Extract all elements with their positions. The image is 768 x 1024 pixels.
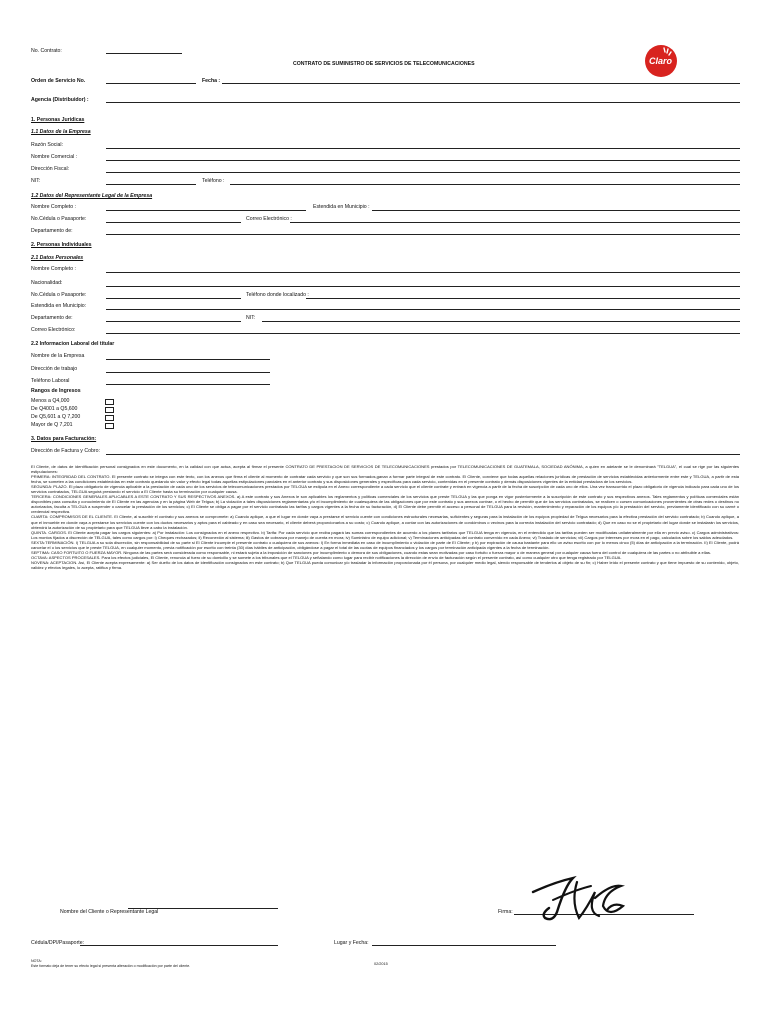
nit-field[interactable]	[106, 184, 196, 185]
ind-telefono-label: Teléfono donde localizado :	[246, 292, 309, 298]
ind-nacionalidad-label: Nacionalidad:	[31, 280, 63, 286]
clause-primera: PRIMERA: INTEGRIDAD DEL CONTRATO. El presente contrato se integra con este texto, con los anexos que firma el cliente al momento de contratar cada servicio y que son sus formados,ganan a formar parte integral de este contrato. El Cliente, conviene que todas aquellas relaciones jurídicas de prestación de servicios establecidas anteriormente entre este y TELGUA, a partir de esta fecha, se someten a las condiciones establecidas en este contrato quedando sin valor y efecto legal todas aquellas estipulaciones parciales en el anterior contrato y sus disposiciones generales y específicas para cada servicio, contenidas en el presente contrato y demás disposiciones vigentes de la entidad prestadora de los servicios.	[31, 474, 739, 485]
nota-title: NOTA:	[31, 959, 42, 963]
rep-estendida-label: Estendida en Municipio :	[313, 204, 370, 210]
agencia-label: Agencia (Distribuidor) :	[31, 97, 89, 103]
rep-correo-label: Correo Electrónico :	[246, 216, 292, 222]
ind-nacionalidad-field[interactable]	[106, 286, 740, 287]
orden-field[interactable]	[106, 83, 196, 84]
claro-logo	[644, 44, 678, 78]
ind-departamento-label: Departamento de:	[31, 315, 73, 321]
rango-3-checkbox[interactable]	[105, 415, 114, 421]
no-contrato-label: No. Contrato:	[31, 48, 62, 54]
sec2-sub2: 2.2 Informacion Laboral del titular	[31, 341, 115, 347]
sec3-title: 3. Datos para Facturación:	[31, 436, 97, 442]
rep-cedula-field[interactable]	[106, 222, 241, 223]
sec1-sub2: 1.2 Datos del Representante Legal de la Empresa	[31, 193, 153, 199]
rango-1-label: Menos a Q4,000	[31, 398, 70, 404]
clause-quinta: QUINTA. CARGOS. El Cliente acepta pagar los cargos siguientes: a) Por instalación: Los consignados en el anexo respectivo. b) Tarifa: Por cada servicio que reciba pagará las sumas correspondientes de acuerdo a los planes tarifarios que TELGUA tenga en vigencia, en el entendido que las tarifas pueden ser modificadas unilateralmente por ella en previo aviso. c) Cargos administrativos: Los montos fijados a discreción de TELGUA, tales como cargos por: i) Cheques rechazados; ii) Reconexión al sistema; iii) Gastos de cobranza por manejo de cuenta en mora; iv) Suministro de equipo adicional; v) Terminaciones anticipadas del contrato convenido en cada Anexo; vi) Traslado de servicios; vii) Cargos por intereses por mora en el pago, calculados sobre los saldos adeudados.	[31, 529, 739, 540]
contract-clauses	[31, 464, 739, 570]
rep-cedula-label: No.Cédula o Pasaporte:	[31, 216, 87, 222]
nombre-cliente-label: Nombre del Cliente o Representante Legal	[60, 909, 159, 915]
clause-segunda: SEGUNDA: PLAZO. El plazo obligatorio de vigencia aplicable a la prestación de cada uno de los servicios de telecomunicaciones prestados por TELGUA se estipula en el Anexo correspondiente a cada servicio que el cliente contrate y entrará en vigencia a partir de la fecha de suscripción de cada uno de ellos. Una vez transcurrido el plazo obligatorio de vigencia indicado para cada uno de los servicios contratados, TELGUA seguirá prestando el servicio a El Cliente hasta su terminación por cualquier causa.	[31, 484, 739, 495]
nombre-comercial-label: Nombre Comercial :	[31, 154, 78, 160]
razon-field[interactable]	[106, 148, 740, 149]
razon-label: Razón Social:	[31, 142, 64, 148]
rep-estendida-field[interactable]	[372, 210, 740, 211]
lugar-fecha-line[interactable]	[372, 945, 556, 946]
rangos-title: Rangos de Ingresos	[31, 388, 81, 394]
direccion-trabajo-label: Dirección de trabajo	[31, 366, 78, 372]
rango-3-label: De Q5,601 a Q 7,200	[31, 414, 81, 420]
signature-image	[525, 872, 635, 927]
telefono-laboral-label: Teléfono Laboral	[31, 378, 70, 384]
nota-text: Este formato deja de tener su efecto legal si presenta alteración o modificación por parte del cliente.	[31, 964, 191, 968]
ind-nombre-label: Nombre Completo :	[31, 266, 76, 272]
empresa-field[interactable]	[106, 359, 270, 360]
ind-departamento-field[interactable]	[106, 321, 241, 322]
ind-estendida-field[interactable]	[106, 309, 740, 310]
claro-logo-text: Claro	[649, 56, 673, 66]
ind-cedula-field[interactable]	[106, 298, 241, 299]
clause-sexta: SEXTA:TERMINACIÓN. I) TELGUA a su sola discreción, sin responsabilidad de su parte si El Cliente incumple el presente contrato o cualquiera de sus anexos: I) En forma inmediata en caso de incumplimiento o violación de parte de El Cliente; y b) por expiración de causa bastante para ello un aviso escrito con por lo menos cinco (5) días de anticipación a la terminación. II) El Cliente, podrá cancelar el o los servicios que le preste TELGUA, en cualquier momento, previa notificación por escrito con treinta (30) días hábiles de anticipación, obligándose a pagar el total de las cuotas de equipos financiados y los cargos por terminación anticipada vigentes a la fecha de terminación.	[31, 539, 739, 550]
lugar-fecha-label: Lugar y Fecha:	[334, 940, 369, 946]
fecha-label: Fecha :	[202, 78, 221, 84]
sec1-title: 1. Personas Juridicas	[31, 117, 85, 123]
ind-telefono-field[interactable]	[306, 298, 740, 299]
empresa-label: Nombre de la Empresa	[31, 353, 85, 359]
cedula-dpi-line[interactable]	[80, 945, 278, 946]
clause-cuarta: CUARTA: COMPROMISOS DE EL CLIENTE. El Cliente, al suscribir el contrato y sus anexos se compromete: a) Cuando aplique, a que el lugar en donde vaya a prestarse el servicio cuente con condiciones estructurales necesarias, suficientes y seguras para la instalación de los equipos propiedad de Telgua necesarios para la efectiva prestación del servicio contratado; b) Cuando aplique, a que el inmueble en donde vaya a prestarse los servicios cuente con los ductos necesarios y aptos para el cableado y en caso sea necesario, el cliente deberá proporcionarlos a su costo; c) Cuando aplique, a contar con las autorizaciones de condóminos o vecinos para la correcta instalación del servicio contratado; d) Que en caso no se el propietario del lugar donde se instalarán los servicios, obtendrá la autorización de su propietario para que TELGUA lleve a cabo la instalación.	[31, 514, 739, 530]
ind-correo-label: Correo Electrónico:	[31, 327, 76, 333]
form-code: 02/2015	[374, 962, 388, 966]
no-contrato-field[interactable]	[106, 53, 182, 54]
rep-nombre-field[interactable]	[106, 210, 306, 211]
ind-nombre-field[interactable]	[106, 272, 740, 273]
clause-septima: SEPTIMA: CASO FORTUITO O FUERZA MAYOR. Ninguna de las partes será considerada como responsable, ni estará sujeta a la imposición de sanciones por incumplimiento o demora de sus obligaciones, cuando estas sean motivadas por caso fortuito o fuerza mayor o de manera general por cualquier causa fuera del control de cualquiera de las partes o no atribuible a ellas.	[31, 549, 712, 555]
clause-novena: NOVENA: ACEPTACION. Así, El Cliente acepta expresamente: a) Ser dueño de los datos de identificación consignados en este contrato; b) Que TELGUA pueda comunicar y/o trasladar la información proporcionada por él persona, por cualquier medio legal, siendo responsable de tenderlos al objeto de su fin; c) Haber leído el presente contrato y que tiene impuesto de su contenido, objeto, validez y efectos legales, lo acepta, ratifica y firma.	[31, 559, 739, 570]
direccion-fiscal-label: Dirección Fiscal:	[31, 166, 70, 172]
rango-2-checkbox[interactable]	[105, 407, 114, 413]
sec2-sub1: 2.1 Datos Personales	[31, 255, 84, 261]
direccion-trabajo-field[interactable]	[106, 372, 270, 373]
firma-label: Firma:	[498, 909, 513, 915]
clause-tercera: TERCERA: CONDICIONES GENERALES APLICABLES A ESTE CONTRATO Y SUS RESPECTIVOS ANEXOS. a) A este contrato y sus Anexos le son aplicables los reglamentos y políticas comerciales de los servicios que preste TELGUA y las que ponga en vigor posteriormente a la suscripción de este contrato y sus respectivos anexos. Tales reglamentos y políticas comerciales están disponibles para consulta y conocimiento de El Cliente en las agencias y en la página Web de Telgua; b) La violación a tales disposiciones reglamentarias y/o el incumplimiento de cualesquiera de las obligaciones que por este contrato y sus anexos contrae, o el hecho de permitir que de los servicios contratados, se realicen o cursen comunicaciones provenientes de otras redes o destinos no autorizados, faculta a TELGUA a suspender o cancelar la prestación de los servicios; c) El Cliente se obliga a pagar por el servicio contratado las tarifas y cargos vigentes a la fecha de su facturación, d) El Cliente debe permitir el acceso a personal de TELGUA para la revisión, mantenimiento y reparación de los equipos y/o la prestación del servicio, previamente identificado con su carné o credencial respectiva.	[31, 494, 739, 515]
ind-cedula-label: No.Cédula o Pasaporte:	[31, 292, 87, 298]
facturacion-direccion-field[interactable]	[106, 454, 740, 455]
agencia-field[interactable]	[106, 102, 740, 103]
rep-departamento-label: Departamento de:	[31, 228, 73, 234]
sec2-title: 2. Personas Individuales	[31, 242, 92, 248]
orden-label: Orden de Servicio No.	[31, 78, 86, 84]
clause-octava: OCTAVA: ASPECTOS PROCESALES. Para los efectos judiciales, El Cliente, renuncia al fuero de su domicilio y se somete a los tribunales que el TELGUA y señalando como lugar para recibir notificaciones la dirección de envío de facturación según el presente contrato, así como cualquier otro que tenga registrado por TELGUA.	[31, 554, 622, 560]
clause-intro: El Cliente, de datos de identificación personal consignados en este documento, en la calidad con que actua, acepta al firmar el presente CONTRATO DE PRESTACION DE SERVICIOS DE TELECOMUNICACIONES prestados por TELECOMUNICACIONES DE GUATEMALA, SOCIEDAD ANÓNIMA, a quien en adelante se le denominará "TELGUA", el cual se rige por las siguientes estipulaciones:	[31, 464, 739, 475]
direccion-fiscal-field[interactable]	[106, 172, 740, 173]
ind-estendida-label: Estendida en Municipio:	[31, 303, 87, 309]
ind-nit-label: NIT:	[246, 315, 256, 321]
rango-4-checkbox[interactable]	[105, 423, 114, 429]
rep-departamento-field[interactable]	[106, 234, 740, 235]
telefono-field[interactable]	[230, 184, 740, 185]
rango-4-label: Mayor de Q 7,201	[31, 422, 73, 428]
telefono-laboral-field[interactable]	[106, 384, 270, 385]
nombre-comercial-field[interactable]	[106, 160, 740, 161]
rep-correo-field[interactable]	[290, 222, 740, 223]
nit-label: NIT:	[31, 178, 41, 184]
fecha-field[interactable]	[222, 83, 740, 84]
ind-correo-field[interactable]	[106, 333, 740, 334]
telefono-label: Teléfono :	[202, 178, 225, 184]
sec1-sub1: 1.1 Datos de la Empresa	[31, 129, 91, 135]
rango-1-checkbox[interactable]	[105, 399, 114, 405]
cedula-dpi-label: Cédula/DPI/Pasaporte:	[31, 940, 85, 946]
rep-nombre-label: Nombre Completo :	[31, 204, 76, 210]
contract-title: CONTRATO DE SUMINISTRO DE SERVICIOS DE TELECOMUNICACIONES	[293, 61, 475, 67]
rango-2-label: De Q4001 a Q5,600	[31, 406, 78, 412]
facturacion-direccion-label: Dirección de Factura y Cobro:	[31, 448, 100, 454]
ind-nit-field[interactable]	[262, 321, 740, 322]
